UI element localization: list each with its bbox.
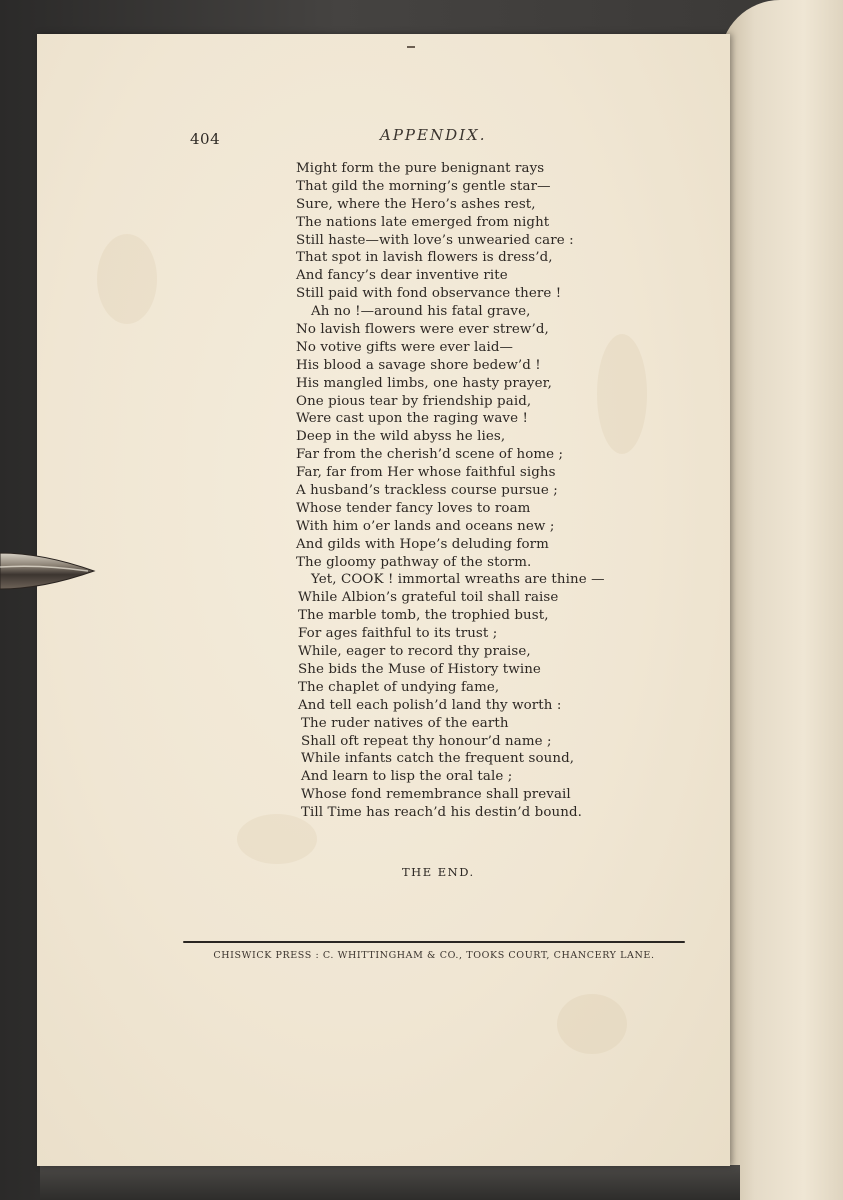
poem-line: Whose tender fancy loves to roam [296, 500, 531, 516]
poem-line: Might form the pure benignant rays [296, 161, 545, 176]
poem-line: Sure, where the Hero’s ashes rest, [296, 196, 536, 212]
poem-line: His blood a savage shore bedew’d ! [296, 357, 541, 373]
page-pointer-icon [0, 547, 96, 595]
poem-line: Still haste—with love’s unwearied care : [296, 232, 574, 248]
imprint-rule [183, 941, 685, 943]
poem-line: The gloomy pathway of the storm. [296, 554, 532, 570]
poem-line: Deep in the wild abyss he lies, [296, 429, 506, 445]
poem-line: That spot in lavish flowers is dress’d, [296, 250, 553, 266]
poem-line: For ages faithful to its trust ; [298, 626, 498, 642]
poem-line: And gilds with Hope’s deluding form [296, 536, 549, 552]
poem-line: While, eager to record thy praise, [298, 644, 531, 660]
poem-line: She bids the Muse of History twine [298, 661, 541, 677]
poem-text [296, 160, 605, 822]
poem-line: His mangled limbs, one hasty prayer, [296, 375, 553, 391]
poem-line: That gild the morning’s gentle star— [296, 178, 551, 194]
poem-line: Ah no !—around his fatal grave, [311, 304, 531, 320]
poem-line: Were cast upon the raging wave ! [296, 411, 528, 427]
poem-line: No votive gifts were ever laid— [296, 339, 514, 355]
poem-line: No lavish flowers were ever strew’d, [296, 322, 549, 338]
poem-line: The ruder natives of the earth [301, 715, 509, 731]
poem-line: With him o’er lands and oceans new ; [296, 518, 555, 534]
poem-line: Far, far from Her whose faithful sighs [296, 465, 556, 481]
poem-line: And tell each polish’d land thy worth : [298, 697, 562, 713]
poem-line: Shall oft repeat thy honour’d name ; [301, 733, 552, 749]
poem-line: Still paid with fond observance there ! [296, 286, 562, 302]
poem-line: One pious tear by friendship paid, [296, 393, 532, 409]
poem-line: While infants catch the frequent sound, [301, 751, 575, 767]
page-number: 404 [190, 130, 221, 148]
poem-line: Till Time has reach’d his destin’d bound. [301, 805, 582, 821]
printer-mark [407, 46, 415, 48]
poem-line: The chaplet of undying fame, [298, 679, 500, 695]
poem-line: Whose fond remembrance shall prevail [301, 787, 571, 803]
foxing-stain [557, 994, 627, 1054]
printer-imprint: CHISWICK PRESS : C. WHITTINGHAM & CO., TOOKS COURT, CHANCERY LANE. [213, 950, 655, 961]
poem-line: A husband’s trackless course pursue ; [296, 483, 558, 499]
poem-line: Yet, COOK ! immortal wreaths are thine — [311, 572, 605, 588]
adjacent-page-edge [720, 0, 843, 1200]
poem-line: The nations late emerged from night [296, 214, 550, 230]
running-head: APPENDIX. [380, 126, 487, 144]
book-page [37, 34, 730, 1166]
the-end-label: THE END. [402, 865, 475, 879]
poem-line: And learn to lisp the oral tale ; [301, 769, 513, 785]
poem-line: While Albion’s grateful toil shall raise [298, 590, 559, 606]
poem-line: And fancy’s dear inventive rite [296, 268, 508, 284]
poem-line: Far from the cherish’d scene of home ; [296, 447, 564, 463]
book-bottom-edge [40, 1165, 740, 1200]
poem-line: The marble tomb, the trophied bust, [298, 608, 549, 624]
foxing-stain [97, 234, 157, 324]
